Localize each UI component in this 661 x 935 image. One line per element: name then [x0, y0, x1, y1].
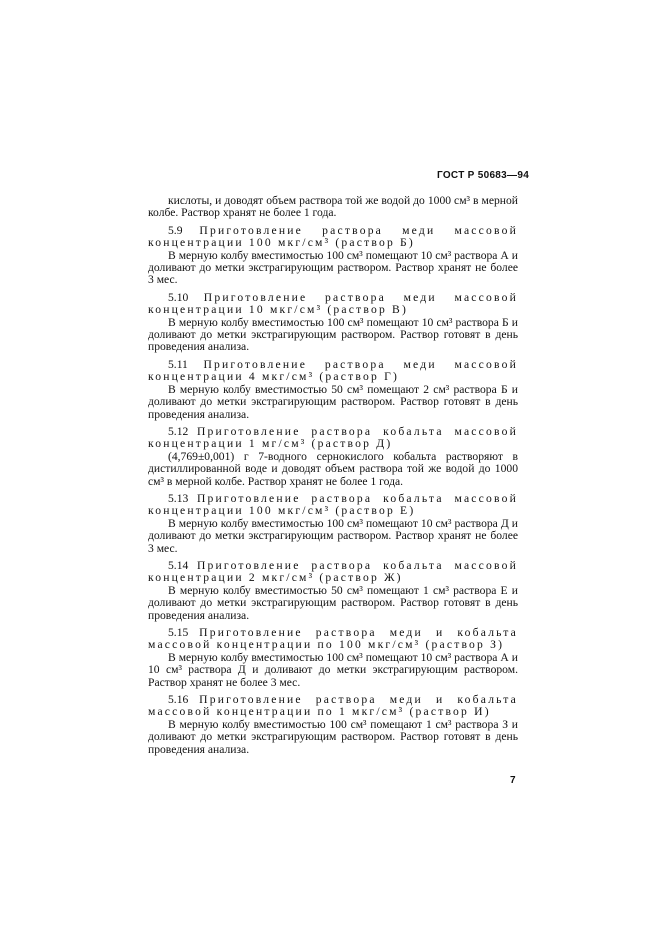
- section-body: В мерную колбу вместимостью 100 см³ помещают 10 см³ раствора Б и доливают до метки экстрагирующим раствором. Раствор готовят в день проведения анализа.: [148, 315, 518, 354]
- section-heading: [148, 694, 518, 719]
- section-heading: [148, 292, 518, 317]
- section-title: Приготовление раствора кобальта массовой концентрации 1 мг/см³ (раствор Д): [148, 424, 518, 451]
- section-heading: [148, 627, 518, 652]
- section-heading: [148, 493, 518, 518]
- section-body: В мерную колбу вместимостью 50 см³ помещают 2 см³ раствора Б и доливают до метки экстрагирующим раствором. Раствор готовят в день проведения анализа.: [148, 382, 518, 421]
- section-item: [148, 560, 518, 622]
- section-body: В мерную колбу вместимостью 100 см³ помещают 10 см³ раствора Д и доливают до метки экстрагирующим раствором. Раствор хранят не более 3 мес.: [148, 516, 518, 555]
- section-number: 5.10: [168, 290, 189, 304]
- section-title: Приготовление раствора кобальта массовой концентрации 2 мкг/см³ (раствор Ж): [148, 558, 518, 585]
- section-number: 5.16: [168, 693, 189, 707]
- page-number: 7: [510, 775, 516, 786]
- section-heading: [148, 560, 518, 585]
- section-item: [148, 627, 518, 689]
- section-body: (4,769±0,001) г 7-водного сернокислого кобальта растворяют в дистиллированной воде и доводят объем раствора той же водой до 1000 см³ в мерной колбе. Раствор хранят не более 1 года.: [148, 449, 518, 488]
- section-body: В мерную колбу вместимостью 100 см³ помещают 1 см³ раствора З и доливают до метки экстрагирующим раствором. Раствор готовят в день проведения анализа.: [148, 717, 518, 756]
- section-number: 5.11: [168, 357, 188, 371]
- document-body: [148, 195, 518, 756]
- intro-paragraph: кислоты, и доводят объем раствора той же водой до 1000 см³ в мерной колбе. Раствор хранят не более 1 года.: [148, 194, 518, 220]
- section-item: [148, 292, 518, 354]
- section-title: Приготовление раствора меди и кобальта массовой концентрации по 1 мкг/см³ (раствор И): [148, 693, 518, 719]
- section-heading: [148, 225, 518, 250]
- section-item: [148, 225, 518, 287]
- section-item: [148, 426, 518, 488]
- section-number: 5.15: [168, 626, 189, 639]
- document-header-code: ГОСТ Р 50683—94: [437, 170, 530, 181]
- section-item: [148, 493, 518, 555]
- section-heading: [148, 359, 518, 384]
- section-title: Приготовление раствора меди массовой концентрации 4 мкг/см³ (раствор Г): [148, 357, 518, 384]
- section-title: Приготовление раствора кобальта массовой концентрации 100 мкг/см³ (раствор Е): [148, 491, 518, 518]
- section-body: В мерную колбу вместимостью 50 см³ помещают 1 см³ раствора Е и доливают до метки экстрагирующим раствором. Раствор готовят в день проведения анализа.: [148, 583, 518, 622]
- section-heading: [148, 426, 518, 451]
- sections-list: [148, 225, 518, 756]
- section-item: [148, 359, 518, 421]
- section-item: [148, 694, 518, 756]
- section-title: Приготовление раствора меди и кобальта массовой концентрации по 100 мкг/см³ (раствор З): [148, 626, 518, 652]
- section-number: 5.13: [168, 491, 189, 505]
- section-body: В мерную колбу вместимостью 100 см³ помещают 10 см³ раствора А и доливают до метки экстрагирующим раствором. Раствор хранят не более 3 мес.: [148, 248, 518, 287]
- section-number: 5.12: [168, 424, 189, 438]
- section-title: Приготовление раствора меди массовой концентрации 10 мкг/см³ (раствор В): [148, 290, 518, 317]
- section-body: В мерную колбу вместимостью 100 см³ помещают 10 см³ раствора А и 10 см³ раствора Д и доливают до метки экстрагирующим раствором. Раствор хранят не более 3 мес.: [148, 650, 518, 689]
- section-number: 5.14: [168, 558, 189, 572]
- section-number: 5.9: [168, 223, 183, 237]
- section-title: Приготовление раствора меди массовой концентрации 100 мкг/см³ (раствор Б): [148, 223, 518, 250]
